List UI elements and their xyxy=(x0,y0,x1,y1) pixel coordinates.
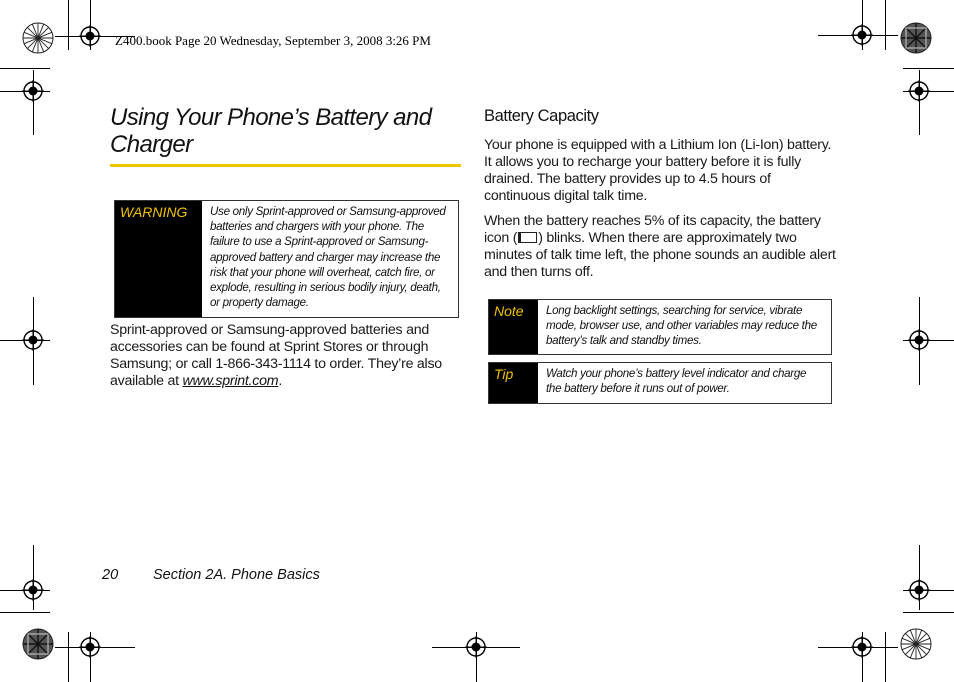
tip-label: Tip xyxy=(489,363,538,403)
footer-section-title: Section 2A. Phone Basics xyxy=(153,567,320,583)
registration-mark-icon xyxy=(851,24,873,46)
low-battery-paragraph xyxy=(484,213,836,281)
registration-mark-icon xyxy=(22,329,44,351)
registration-mark-icon xyxy=(79,25,101,47)
registration-mark-icon xyxy=(22,579,44,601)
low-battery-text-before: When the battery reaches 5% of its capacity, the battery icon ( xyxy=(484,213,821,246)
note-text: Long backlight settings, searching for service, vibrate mode, browser use, and other variables may reduce the battery’s talk and standby times. xyxy=(546,304,817,348)
accessories-suffix: . xyxy=(278,373,283,389)
tip-callout xyxy=(488,362,832,404)
note-callout xyxy=(488,299,832,355)
starburst-target-icon xyxy=(22,22,54,54)
warning-label: WARNING xyxy=(115,201,202,317)
low-battery-text-after: ) blinks. When there are approximately two minutes of talk time left, the phone sounds an audible alert and then turns off. xyxy=(484,230,836,280)
section-heading-battery-capacity: Battery Capacity xyxy=(484,107,599,125)
page-number: 20 xyxy=(102,567,119,583)
registration-mark-icon xyxy=(22,80,44,102)
tip-text: Watch your phone’s battery level indicator and charge the battery before it runs out of power. xyxy=(546,367,807,396)
registration-mark-icon xyxy=(851,636,873,658)
accessories-text: Sprint-approved or Samsung-approved batteries and accessories can be found at Sprint Stores or through Samsung; or call 1-866-343-1114 to order. They’re also available at xyxy=(110,322,442,389)
accessories-paragraph xyxy=(110,322,462,390)
starburst-target-icon xyxy=(900,628,932,660)
sprint-website-link[interactable]: www.sprint.com xyxy=(182,373,279,389)
registration-mark-icon xyxy=(908,80,930,102)
battery-capacity-paragraph: Your phone is equipped with a Lithium Ion (Li-Ion) battery. It allows you to recharge your battery before it is fully drained. The battery provides up to 4.5 hours of continuous digital talk time. xyxy=(484,137,832,204)
warning-callout xyxy=(114,200,459,318)
print-header: Z400.book Page 20 Wednesday, September 3, 2008 3:26 PM xyxy=(115,33,431,48)
registration-mark-icon xyxy=(79,636,101,658)
registration-mark-icon xyxy=(908,329,930,351)
title-rule xyxy=(110,164,461,167)
starburst-target-icon xyxy=(22,628,54,660)
page-title: Using Your Phone’s Battery and Charger xyxy=(110,104,432,158)
registration-mark-icon xyxy=(908,579,930,601)
starburst-target-icon xyxy=(900,22,932,54)
note-label: Note xyxy=(489,300,538,354)
battery-icon xyxy=(518,232,537,243)
registration-mark-icon xyxy=(465,636,487,658)
warning-text: Use only Sprint-approved or Samsung-approved batteries and chargers with your phone. The failure to use a Sprint-approved or Samsung-approved battery and charger may increase the risk that your phone will overheat, catch fire, or explode, resulting in serious bodily injury, death, or property damage. xyxy=(210,205,446,310)
